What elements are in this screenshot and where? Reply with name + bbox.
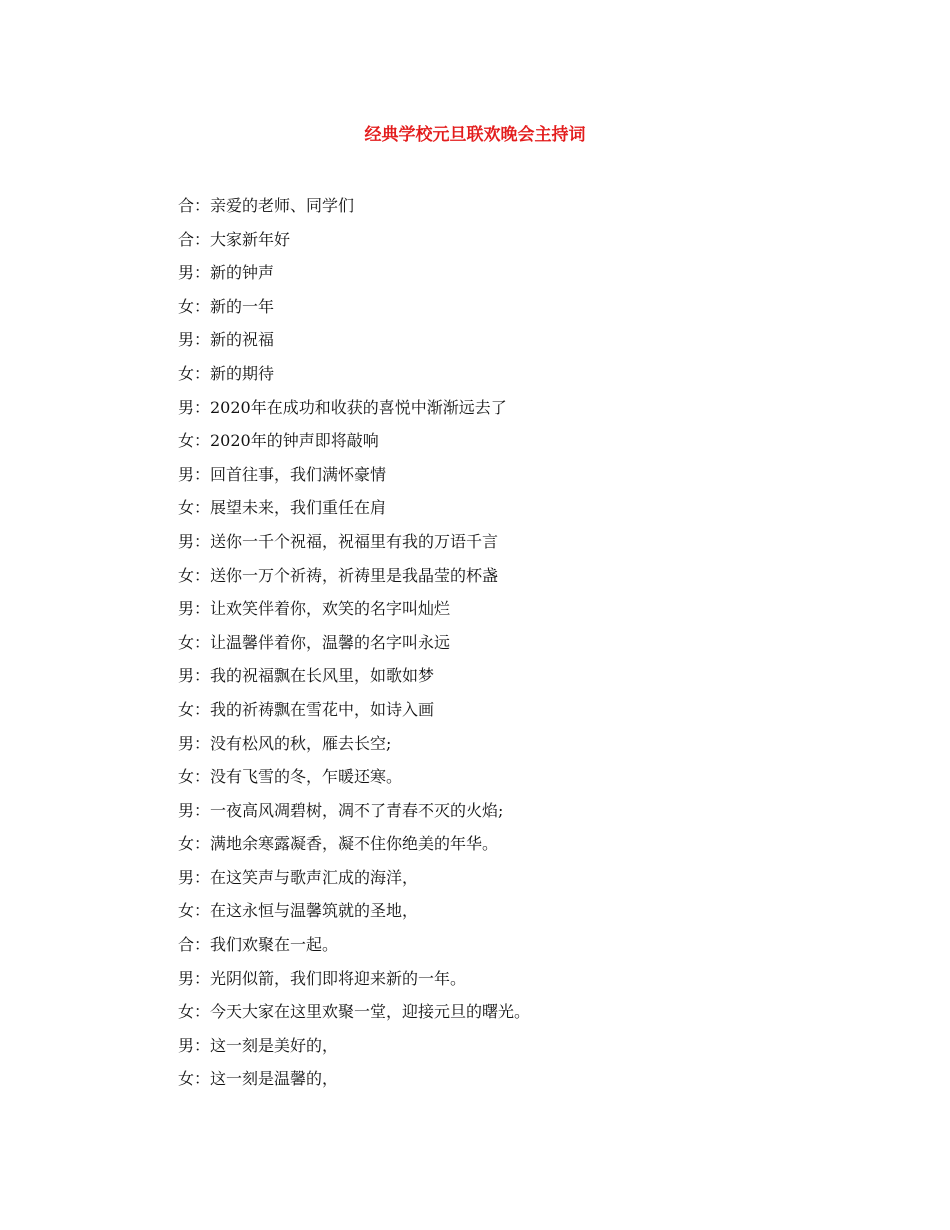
script-lines	[178, 192, 878, 1099]
script-line: 女：让温馨伴着你，温馨的名字叫永远	[178, 632, 451, 652]
script-line: 男：这一刻是美好的，	[178, 1035, 339, 1055]
script-line: 男：让欢笑伴着你，欢笑的名字叫灿烂	[178, 599, 451, 619]
script-line: 男：新的祝福	[178, 330, 275, 350]
script-line: 女：2020年的钟声即将敲响	[178, 431, 379, 451]
script-line: 女：在这永恒与温馨筑就的圣地，	[178, 901, 419, 921]
script-line: 男：我的祝福飘在长风里，如歌如梦	[178, 666, 435, 686]
script-line: 男：回首往事，我们满怀豪情	[178, 464, 387, 484]
script-line: 女：新的一年	[178, 296, 275, 316]
script-line: 男：送你一千个祝福，祝福里有我的万语千言	[178, 531, 499, 551]
script-line: 男：没有松风的秋，雁去长空;	[178, 733, 392, 753]
script-line: 男：新的钟声	[178, 263, 275, 283]
script-line: 女：没有飞雪的冬，乍暖还寒。	[178, 767, 403, 787]
script-line: 女：满地余寒露凝香，凝不住你绝美的年华。	[178, 834, 499, 854]
script-line: 男：2020年在成功和收获的喜悦中渐渐远去了	[178, 397, 507, 417]
script-line: 女：展望未来，我们重任在肩	[178, 498, 387, 518]
script-line: 女：今天大家在这里欢聚一堂，迎接元旦的曙光。	[178, 1002, 531, 1022]
script-line: 女：新的期待	[178, 363, 275, 383]
document-title: 经典学校元旦联欢晚会主持词	[364, 125, 586, 145]
script-line: 合：我们欢聚在一起。	[178, 935, 339, 955]
script-line: 男：在这笑声与歌声汇成的海洋，	[178, 867, 419, 887]
script-line: 合：大家新年好	[178, 229, 291, 249]
script-line: 女：送你一万个祈祷，祈祷里是我晶莹的杯盏	[178, 565, 499, 585]
script-line: 女：这一刻是温馨的，	[178, 1069, 339, 1089]
script-line: 合：亲爱的老师、同学们	[178, 196, 355, 215]
script-line: 男：一夜高风凋碧树，凋不了青春不灭的火焰;	[178, 800, 504, 820]
script-line: 男：光阴似箭，我们即将迎来新的一年。	[178, 968, 467, 988]
script-line: 女：我的祈祷飘在雪花中，如诗入画	[178, 699, 435, 719]
